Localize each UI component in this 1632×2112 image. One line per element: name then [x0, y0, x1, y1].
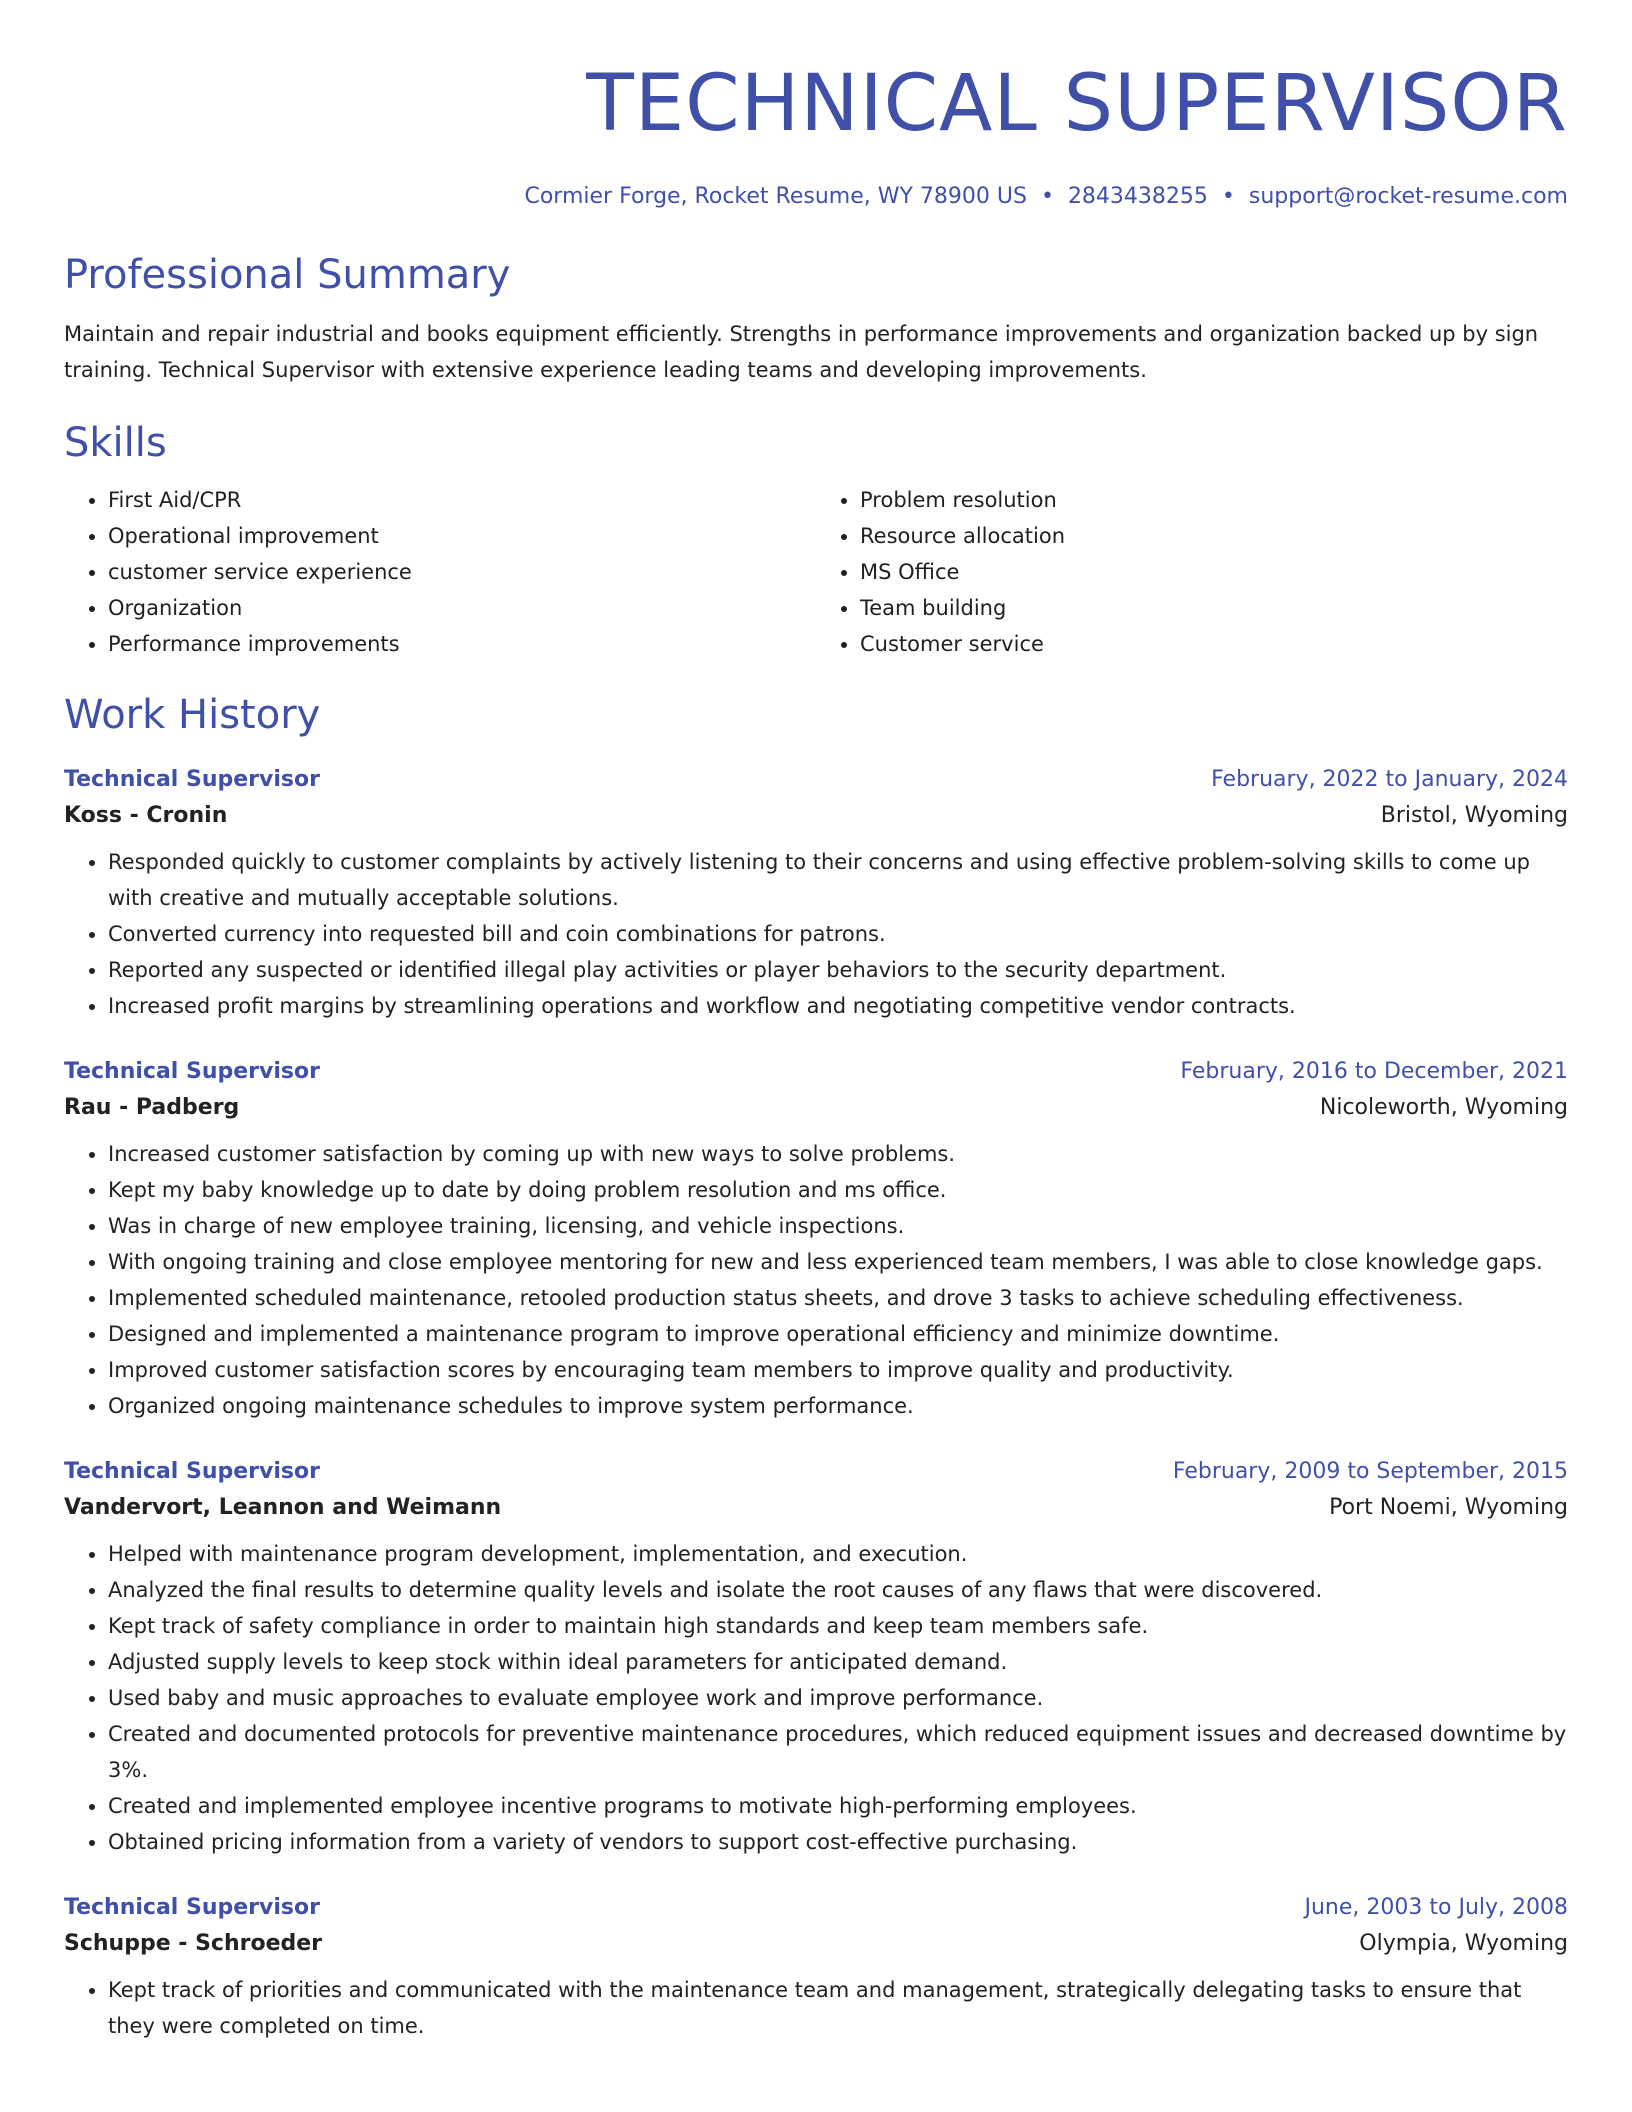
skills-column-left	[64, 482, 816, 662]
job-bullet: • Converted currency into requested bill and coin combinations for patrons.	[108, 916, 1568, 952]
job-entry	[64, 1890, 1568, 2044]
work-history-heading: Work History	[64, 692, 321, 738]
job-company: Koss - Cronin	[64, 803, 228, 828]
skills-list	[64, 482, 1568, 662]
job-entry	[64, 762, 1568, 1024]
job-location: Olympia, Wyoming	[1359, 1931, 1568, 1956]
skill-item: • customer service experience	[108, 554, 816, 590]
job-location: Bristol, Wyoming	[1380, 803, 1568, 828]
summary-text: Maintain and repair industrial and books equipment efficiently. Strengths in performance improvements and organization backed up by sign training. Technical Supervisor with extensive experience leading teams and developing improvements.	[64, 322, 1539, 382]
job-bullets	[64, 1536, 1568, 1860]
job-bullet: • Kept track of safety compliance in order to maintain high standards and keep team members safe.	[108, 1608, 1568, 1644]
job-entry	[64, 1054, 1568, 1424]
job-bullet: • Increased profit margins by streamlining operations and workflow and negotiating competitive vendor contracts.	[108, 988, 1568, 1024]
job-bullet: • Implemented scheduled maintenance, retooled production status sheets, and drove 3 tasks to achieve scheduling effectiveness.	[108, 1280, 1568, 1316]
summary-heading: Professional Summary	[64, 252, 511, 298]
job-title: Technical Supervisor	[64, 1059, 320, 1084]
job-dates: February, 2016 to December, 2021	[1180, 1059, 1568, 1084]
contact-line	[64, 182, 1568, 212]
job-bullets	[64, 1136, 1568, 1424]
job-bullet: • Organized ongoing maintenance schedules to improve system performance.	[108, 1388, 1568, 1424]
skill-item: • MS Office	[860, 554, 1568, 590]
job-bullet: • Was in charge of new employee training, licensing, and vehicle inspections.	[108, 1208, 1568, 1244]
contact-phone: 2843438255	[1067, 184, 1208, 209]
contact-separator: •	[1040, 184, 1054, 209]
job-title: Technical Supervisor	[64, 767, 320, 792]
skills-heading: Skills	[64, 420, 167, 466]
skill-item: • Resource allocation	[860, 518, 1568, 554]
job-dates: June, 2003 to July, 2008	[1304, 1895, 1568, 1920]
contact-separator: •	[1221, 184, 1235, 209]
job-company: Rau - Padberg	[64, 1095, 240, 1120]
job-company: Vandervort, Leannon and Weimann	[64, 1495, 502, 1520]
skill-item: • Performance improvements	[108, 626, 816, 662]
job-bullets	[64, 1972, 1568, 2044]
job-title: Technical Supervisor	[64, 1895, 320, 1920]
job-bullet: • Designed and implemented a maintenance program to improve operational efficiency and minimize downtime.	[108, 1316, 1568, 1352]
skill-item: • Operational improvement	[108, 518, 816, 554]
job-bullet: • Created and documented protocols for preventive maintenance procedures, which reduced equipment issues and decreased downtime by 3%.	[108, 1716, 1568, 1788]
job-bullet: • Increased customer satisfaction by coming up with new ways to solve problems.	[108, 1136, 1568, 1172]
job-bullet: • Obtained pricing information from a variety of vendors to support cost-effective purchasing.	[108, 1824, 1568, 1860]
skill-item: • Customer service	[860, 626, 1568, 662]
job-bullet: • Analyzed the final results to determine quality levels and isolate the root causes of any flaws that were discovered.	[108, 1572, 1568, 1608]
job-bullet: • Improved customer satisfaction scores by encouraging team members to improve quality and productivity.	[108, 1352, 1568, 1388]
job-bullet: • Kept my baby knowledge up to date by doing problem resolution and ms office.	[108, 1172, 1568, 1208]
skills-column-right	[816, 482, 1568, 662]
job-title: Technical Supervisor	[64, 1459, 320, 1484]
job-bullet: • Created and implemented employee incentive programs to motivate high-performing employees.	[108, 1788, 1568, 1824]
job-company: Schuppe - Schroeder	[64, 1931, 323, 1956]
job-bullet: • Responded quickly to customer complaints by actively listening to their concerns and using effective problem-solving skills to come up with creative and mutually acceptable solutions.	[108, 844, 1568, 916]
job-bullet: • Helped with maintenance program development, implementation, and execution.	[108, 1536, 1568, 1572]
job-bullet: • Used baby and music approaches to evaluate employee work and improve performance.	[108, 1680, 1568, 1716]
resume-name: TECHNICAL SUPERVISOR	[586, 59, 1568, 149]
job-entry	[64, 1454, 1568, 1860]
contact-email: support@rocket-resume.com	[1248, 184, 1568, 209]
job-bullet: • With ongoing training and close employee mentoring for new and less experienced team members, I was able to close knowledge gaps.	[108, 1244, 1568, 1280]
job-dates: February, 2009 to September, 2015	[1172, 1459, 1568, 1484]
job-location: Nicoleworth, Wyoming	[1319, 1095, 1568, 1120]
skill-item: • Organization	[108, 590, 816, 626]
skill-item: • Problem resolution	[860, 482, 1568, 518]
job-bullet: • Reported any suspected or identified illegal play activities or player behaviors to the security department.	[108, 952, 1568, 988]
job-dates: February, 2022 to January, 2024	[1211, 767, 1568, 792]
contact-address: Cormier Forge, Rocket Resume, WY 78900 US	[524, 184, 1027, 209]
job-bullet: • Adjusted supply levels to keep stock within ideal parameters for anticipated demand.	[108, 1644, 1568, 1680]
skill-item: • Team building	[860, 590, 1568, 626]
job-bullet: • Kept track of priorities and communicated with the maintenance team and management, strategically delegating tasks to ensure that they were completed on time.	[108, 1972, 1568, 2044]
job-bullets	[64, 844, 1568, 1024]
job-location: Port Noemi, Wyoming	[1329, 1495, 1568, 1520]
skill-item: • First Aid/CPR	[108, 482, 816, 518]
